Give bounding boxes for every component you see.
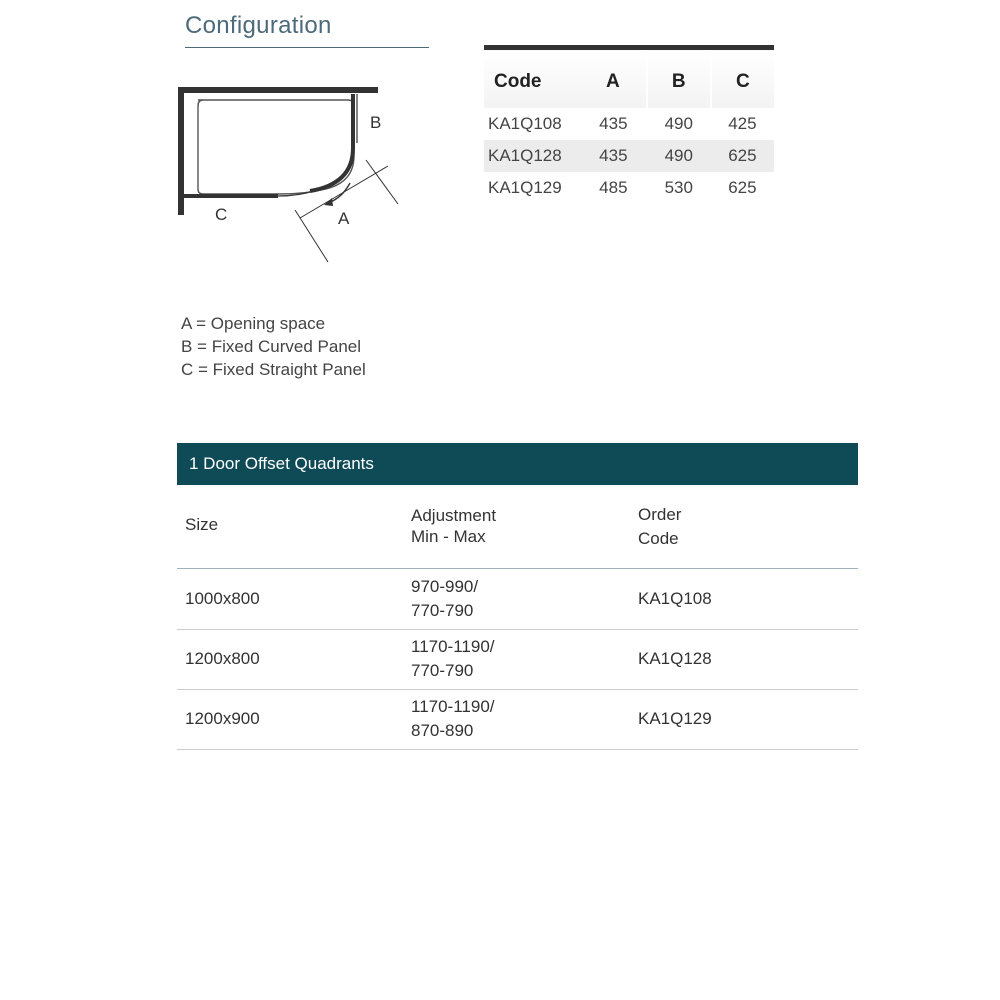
- header-a: A: [580, 48, 647, 109]
- dimension-tick-1: [295, 210, 328, 262]
- column-adjustment-line1: Adjustment: [411, 506, 497, 525]
- cell-a: 485: [599, 178, 628, 197]
- row-adjustment-line1: 1170-1190/: [411, 697, 495, 716]
- diagram-legend: [181, 312, 366, 381]
- cell-code: KA1Q128: [484, 140, 580, 172]
- shower-tray: [198, 100, 354, 194]
- header-b: B: [647, 48, 711, 109]
- legend-item: B = Fixed Curved Panel: [181, 337, 362, 356]
- column-order-code: [638, 503, 681, 551]
- cell-code: KA1Q129: [488, 178, 562, 197]
- column-adjustment: [411, 505, 496, 547]
- dimensions-header-row: [484, 48, 774, 109]
- product-table-title: 1 Door Offset Quadrants: [177, 443, 858, 485]
- row-size: 1200x900: [185, 709, 260, 728]
- back-wall: [178, 87, 378, 93]
- cell-a: 435: [580, 140, 647, 172]
- header-code: Code: [484, 48, 580, 109]
- product-row: [177, 629, 858, 690]
- configuration-title: Configuration: [185, 12, 332, 39]
- title-underline: [185, 47, 429, 48]
- row-order-code: KA1Q108: [638, 589, 712, 608]
- cell-c: 625: [711, 140, 774, 172]
- label-b: B: [370, 113, 382, 132]
- row-adjustment-line2: 770-790: [411, 661, 474, 680]
- cell-code: KA1Q108: [488, 114, 562, 133]
- cell-c: 625: [728, 178, 757, 197]
- row-adjustment-line1: 1170-1190/: [411, 637, 495, 656]
- dimensions-row: [484, 140, 774, 172]
- dimensions-table: [484, 45, 774, 204]
- row-adjustment-line2: 770-790: [411, 601, 474, 620]
- product-row: [177, 689, 858, 750]
- row-adjustment: [411, 695, 495, 743]
- label-c: C: [215, 205, 228, 224]
- row-adjustment-line1: 970-990/: [411, 577, 479, 596]
- label-a: A: [338, 209, 350, 228]
- row-adjustment: [411, 575, 478, 623]
- column-order-line2: Code: [638, 529, 679, 548]
- shower-enclosure-diagram: [170, 78, 410, 273]
- product-row: [177, 569, 858, 630]
- row-adjustment-line2: 870-890: [411, 721, 474, 740]
- cell-b: 490: [647, 140, 711, 172]
- dimensions-row: [484, 172, 774, 204]
- row-order-code: KA1Q129: [638, 709, 712, 728]
- fixed-curved-panel: [310, 94, 353, 191]
- dimension-tick-2: [366, 160, 398, 204]
- row-adjustment: [411, 635, 495, 683]
- row-size: 1200x800: [185, 649, 260, 668]
- product-table-header: [177, 485, 858, 569]
- dimensions-row: [484, 108, 774, 140]
- legend-item: C = Fixed Straight Panel: [181, 360, 366, 379]
- row-size: 1000x800: [185, 589, 260, 608]
- cell-b: 530: [664, 178, 693, 197]
- legend-item: A = Opening space: [181, 314, 326, 333]
- header-c: C: [711, 48, 774, 109]
- cell-b: 490: [664, 114, 693, 133]
- side-wall: [178, 87, 184, 215]
- column-order-line1: Order: [638, 505, 682, 524]
- column-adjustment-line2: Min - Max: [411, 527, 486, 546]
- column-size: Size: [185, 515, 219, 534]
- row-order-code: KA1Q128: [638, 649, 712, 668]
- cell-c: 425: [728, 114, 757, 133]
- cell-a: 435: [599, 114, 628, 133]
